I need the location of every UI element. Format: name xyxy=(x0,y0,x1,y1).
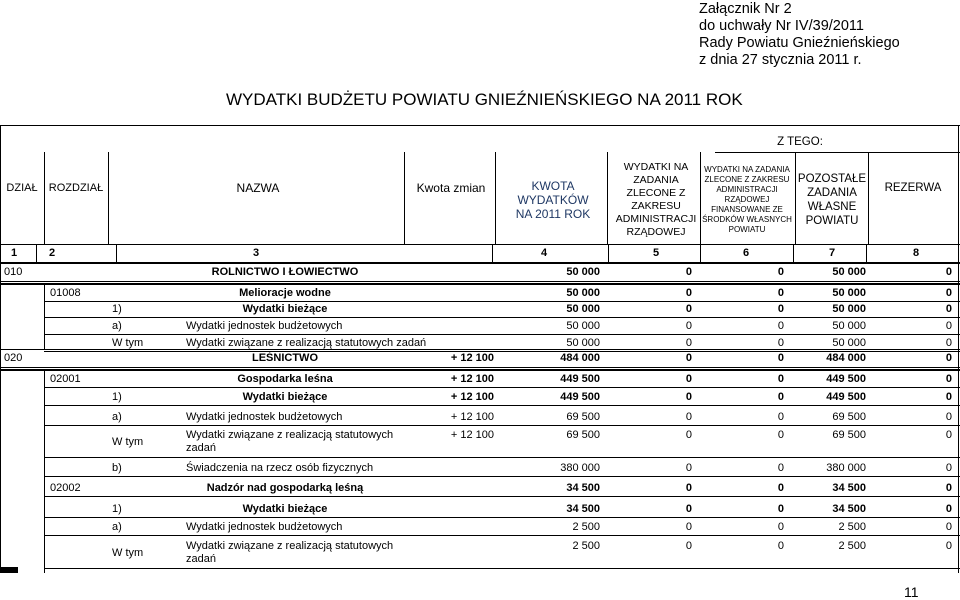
row-rozdzial: W tym xyxy=(112,436,144,448)
row-kwota-zmian xyxy=(420,317,494,334)
row-rozdzial: 01008 xyxy=(50,286,81,299)
row-rozdzial: b) xyxy=(112,461,122,474)
annex-line-2: do uchwały Nr IV/39/2011 xyxy=(699,18,864,34)
row-rezerwa: 0 xyxy=(945,540,952,552)
row-name: Nadzór nad gospodarką leśną xyxy=(206,481,364,494)
row-kwota: 449 500 xyxy=(560,372,600,385)
header-dzial: DZIAŁ xyxy=(6,182,38,194)
header-column-rule xyxy=(868,152,869,244)
header-column-rule xyxy=(44,152,45,244)
row-rozdzial: 1) xyxy=(112,502,122,515)
numbers-column-rule xyxy=(0,244,1,262)
col-num-1: 1 xyxy=(10,247,18,259)
row-pozostale: 50 000 xyxy=(832,302,866,315)
numbers-column-rule xyxy=(958,244,959,262)
row-rozdzial: a) xyxy=(112,410,122,423)
row-name: Wydatki bieżące xyxy=(242,390,328,403)
header-column-rule xyxy=(795,152,796,244)
col-num-5: 5 xyxy=(652,247,660,259)
row-pozostale: 50 000 xyxy=(832,266,866,278)
row-rezerwa: 0 xyxy=(945,502,952,515)
row-name: Wydatki związane z realizacją statutowych zadań xyxy=(186,540,394,565)
row-rezerwa: 0 xyxy=(945,286,952,299)
row-zlecone-wlasne: 0 xyxy=(777,286,784,299)
row-name: Melioracje wodne xyxy=(239,286,331,299)
row-kwota-zmian xyxy=(420,479,494,496)
header-zlecone: WYDATKI NA ZADANIA ZLECONE Z ZAKRESU ADMINISTRACJI RZĄDOWEJ xyxy=(615,161,697,238)
col-num-3: 3 xyxy=(252,247,260,259)
row-zlecone: 0 xyxy=(685,410,692,423)
row-name: Wydatki bieżące xyxy=(242,302,328,315)
row-zlecone: 0 xyxy=(685,390,692,403)
row-zlecone: 0 xyxy=(685,481,692,494)
row-rezerwa: 0 xyxy=(945,410,952,423)
numbers-column-rule xyxy=(608,244,609,262)
row-rule xyxy=(44,535,960,536)
row-kwota: 484 000 xyxy=(560,352,600,364)
row-zlecone: 0 xyxy=(685,266,692,278)
row-zlecone: 0 xyxy=(685,336,692,349)
row-zlecone-wlasne: 0 xyxy=(777,372,784,385)
row-zlecone-wlasne: 0 xyxy=(777,410,784,423)
chapter-rule xyxy=(0,369,960,371)
row-kwota: 69 500 xyxy=(566,429,600,441)
row-pozostale: 2 500 xyxy=(838,540,866,552)
row-rezerwa: 0 xyxy=(945,390,952,403)
row-zlecone-wlasne: 0 xyxy=(777,502,784,515)
row-rule xyxy=(44,317,960,318)
annex-line-1: Załącznik Nr 2 xyxy=(699,1,792,17)
numbers-column-rule xyxy=(492,244,493,262)
chapter-rule xyxy=(0,349,960,350)
row-rozdzial: a) xyxy=(112,520,122,533)
row-zlecone: 0 xyxy=(685,540,692,552)
row-rozdzial: a) xyxy=(112,319,122,332)
header-top-rule xyxy=(0,125,960,126)
row-kwota-zmian xyxy=(420,263,494,281)
chapter-rule xyxy=(0,263,960,264)
row-name: Świadczenia na rzecz osób fizycznych xyxy=(186,461,374,474)
row-rule xyxy=(44,496,960,497)
row-kwota: 2 500 xyxy=(572,540,600,552)
row-rule xyxy=(44,425,960,426)
row-kwota-zmian xyxy=(420,500,494,517)
row-zlecone-wlasne: 0 xyxy=(777,429,784,441)
row-zlecone: 0 xyxy=(685,502,692,515)
numbers-column-rule xyxy=(700,244,701,262)
header-column-rule xyxy=(108,152,109,244)
row-kwota: 50 000 xyxy=(566,286,600,299)
row-zlecone: 0 xyxy=(685,429,692,441)
row-rule xyxy=(44,517,960,518)
row-rozdzial: 02001 xyxy=(50,372,81,385)
row-kwota-zmian: + 12 100 xyxy=(450,372,494,385)
row-rozdzial: 02002 xyxy=(50,481,81,494)
row-name: ROLNICTWO I ŁOWIECTWO xyxy=(211,266,359,278)
row-kwota: 50 000 xyxy=(566,266,600,278)
row-kwota: 34 500 xyxy=(566,502,600,515)
numbers-column-rule xyxy=(793,244,794,262)
row-name: Wydatki związane z realizacją statutowych zadań xyxy=(186,429,394,454)
row-kwota-zmian: + 12 100 xyxy=(450,429,494,441)
header-column-rule xyxy=(0,152,1,244)
row-pozostale: 2 500 xyxy=(838,520,866,533)
row-rozdzial: W tym xyxy=(112,336,144,349)
row-rezerwa: 0 xyxy=(945,372,952,385)
row-zlecone: 0 xyxy=(685,286,692,299)
row-rezerwa: 0 xyxy=(945,429,952,441)
header-column-rule xyxy=(0,125,1,152)
row-rule xyxy=(44,387,960,388)
row-name: Wydatki bieżące xyxy=(242,502,328,515)
row-rezerwa: 0 xyxy=(945,319,952,332)
chapter-rule xyxy=(0,281,960,282)
row-pozostale: 449 500 xyxy=(826,372,866,385)
row-pozostale: 449 500 xyxy=(826,390,866,403)
row-rule xyxy=(44,457,960,458)
numbers-column-rule xyxy=(116,244,117,262)
row-zlecone-wlasne: 0 xyxy=(777,481,784,494)
row-pozostale: 50 000 xyxy=(832,336,866,349)
row-rule xyxy=(44,476,960,477)
annex-line-3: Rady Powiatu Gnieźnieńskiego xyxy=(699,35,900,51)
row-name: Gospodarka leśna xyxy=(237,372,333,385)
header-column-rule xyxy=(607,152,608,244)
row-rezerwa: 0 xyxy=(945,266,952,278)
row-rozdzial: W tym xyxy=(112,547,144,559)
row-rozdzial: 1) xyxy=(112,302,122,315)
header-rezerwa: REZERWA xyxy=(884,182,942,194)
z-tego-rule xyxy=(715,152,960,153)
body-left-rule xyxy=(0,263,1,573)
col-num-2: 2 xyxy=(48,247,56,259)
row-name: Wydatki związane z realizacją statutowych zadań xyxy=(186,336,427,349)
row-zlecone-wlasne: 0 xyxy=(777,302,784,315)
col-num-7: 7 xyxy=(828,247,836,259)
row-kwota-zmian xyxy=(420,300,494,317)
row-zlecone-wlasne: 0 xyxy=(777,336,784,349)
row-pozostale: 380 000 xyxy=(826,461,866,474)
row-name: LEŚNICTWO xyxy=(252,352,318,364)
row-kwota-zmian: + 12 100 xyxy=(450,390,494,403)
chapter-rule xyxy=(0,283,960,285)
row-zlecone-wlasne: 0 xyxy=(777,319,784,332)
row-rule xyxy=(44,351,960,352)
row-rezerwa: 0 xyxy=(945,336,952,349)
row-zlecone-wlasne: 0 xyxy=(777,390,784,403)
row-kwota: 2 500 xyxy=(572,520,600,533)
header-rozdzial: ROZDZIAŁ xyxy=(48,182,104,194)
row-kwota: 69 500 xyxy=(566,410,600,423)
header-kwota-zmian: Kwota zmian xyxy=(416,181,486,195)
row-kwota-zmian xyxy=(420,518,494,535)
row-zlecone-wlasne: 0 xyxy=(777,461,784,474)
col-num-8: 8 xyxy=(912,247,920,259)
row-pozostale: 69 500 xyxy=(832,410,866,423)
header-zlecone-wlasne: WYDATKI NA ZADANIA ZLECONE Z ZAKRESU ADMINISTRACJI RZĄDOWEJ FINANSOWANE ZE ŚRODKÓW WŁASNYCH POWIATU xyxy=(702,165,792,234)
row-kwota: 50 000 xyxy=(566,336,600,349)
row-zlecone-wlasne: 0 xyxy=(777,352,784,364)
row-rezerwa: 0 xyxy=(945,352,952,364)
row-rezerwa: 0 xyxy=(945,481,952,494)
row-name: Wydatki jednostek budżetowych xyxy=(186,319,343,332)
z-tego-header: Z TEGO: xyxy=(777,136,823,148)
document-title: WYDATKI BUDŻETU POWIATU GNIEŹNIEŃSKIEGO NA 2011 ROK xyxy=(226,90,743,109)
row-zlecone: 0 xyxy=(685,461,692,474)
header-kwota-wydatkow: KWOTA WYDATKÓW NA 2011 ROK xyxy=(515,179,591,221)
row-pozostale: 34 500 xyxy=(832,481,866,494)
row-rezerwa: 0 xyxy=(945,461,952,474)
header-bottom-rule xyxy=(0,244,960,245)
row-zlecone-wlasne: 0 xyxy=(777,266,784,278)
bottom-bar xyxy=(0,567,18,573)
body-column-rule xyxy=(44,370,45,573)
row-kwota-zmian xyxy=(420,538,494,568)
row-rezerwa: 0 xyxy=(945,520,952,533)
row-kwota: 50 000 xyxy=(566,302,600,315)
header-column-rule xyxy=(958,125,959,262)
body-column-rule xyxy=(44,284,45,349)
row-kwota-zmian: + 12 100 xyxy=(450,352,494,364)
header-column-rule xyxy=(404,152,405,244)
row-dzial: 010 xyxy=(4,266,23,278)
row-kwota: 449 500 xyxy=(560,390,600,403)
body-right-rule xyxy=(958,263,959,573)
row-zlecone: 0 xyxy=(685,372,692,385)
row-zlecone-wlasne: 0 xyxy=(777,540,784,552)
row-rule xyxy=(44,568,960,569)
header-pozostale: POZOSTAŁE ZADANIA WŁASNE POWIATU xyxy=(797,173,867,227)
row-name: Wydatki jednostek budżetowych xyxy=(186,410,343,423)
row-zlecone: 0 xyxy=(685,302,692,315)
row-pozostale: 50 000 xyxy=(832,319,866,332)
row-rule xyxy=(44,301,960,302)
header-column-rule xyxy=(700,152,701,244)
row-rozdzial: 1) xyxy=(112,390,122,403)
row-kwota-zmian xyxy=(420,459,494,476)
row-name: Wydatki jednostek budżetowych xyxy=(186,520,343,533)
annex-line-4: z dnia 27 stycznia 2011 r. xyxy=(699,52,862,68)
row-zlecone: 0 xyxy=(685,352,692,364)
page-number: 11 xyxy=(904,584,919,600)
row-rezerwa: 0 xyxy=(945,302,952,315)
row-pozostale: 50 000 xyxy=(832,286,866,299)
row-pozostale: 34 500 xyxy=(832,502,866,515)
row-kwota: 34 500 xyxy=(566,481,600,494)
col-num-4: 4 xyxy=(540,247,548,259)
row-kwota: 380 000 xyxy=(560,461,600,474)
row-kwota: 50 000 xyxy=(566,319,600,332)
header-nazwa: NAZWA xyxy=(236,181,280,195)
row-rule xyxy=(44,405,960,406)
row-dzial: 020 xyxy=(4,352,23,364)
chapter-rule xyxy=(0,367,960,368)
row-rule xyxy=(44,334,960,335)
numbers-column-rule xyxy=(36,244,37,262)
header-column-rule xyxy=(495,152,496,244)
row-zlecone: 0 xyxy=(685,520,692,533)
row-zlecone-wlasne: 0 xyxy=(777,520,784,533)
row-kwota-zmian xyxy=(420,284,494,301)
row-pozostale: 484 000 xyxy=(826,352,866,364)
numbers-column-rule xyxy=(866,244,867,262)
col-num-6: 6 xyxy=(742,247,750,259)
row-zlecone: 0 xyxy=(685,319,692,332)
row-kwota-zmian: + 12 100 xyxy=(450,410,494,423)
row-pozostale: 69 500 xyxy=(832,429,866,441)
